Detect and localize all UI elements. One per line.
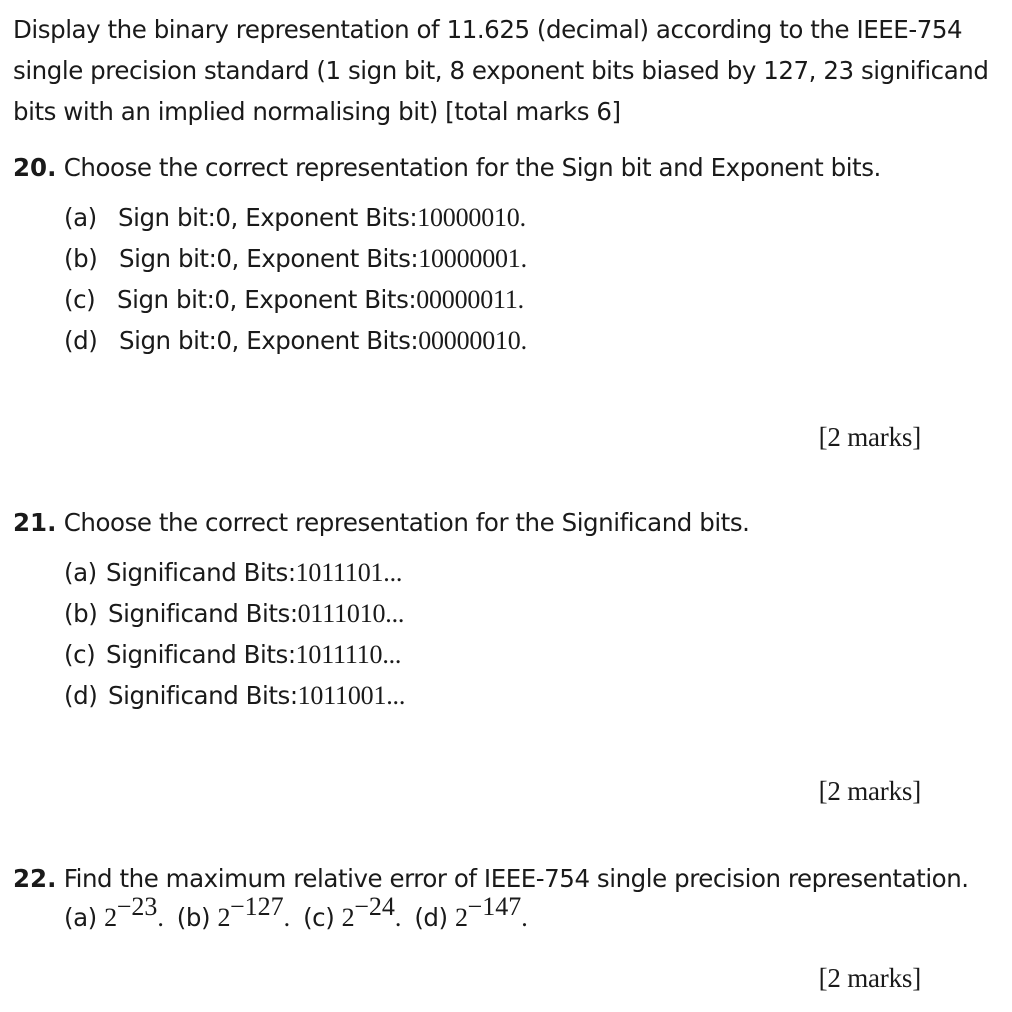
option-exponent: −147 xyxy=(467,892,522,921)
option-bits: 10000010. xyxy=(417,203,526,232)
option-text: Sign bit:0, Exponent Bits: xyxy=(117,285,417,314)
option-d[interactable]: (d) $2^{-147}$. xyxy=(414,892,528,932)
intro-line: Display the binary representation of 11.625 (decimal) according to the IEEE-754 xyxy=(13,15,963,44)
option-bits: 1011110... xyxy=(295,640,402,669)
option-label: (c) xyxy=(303,903,335,932)
marks-label: [2 marks] xyxy=(818,776,921,806)
option-label: (a) xyxy=(64,903,97,932)
option-label: (a) xyxy=(64,558,97,587)
option-c[interactable]: (c) $2^{-24}$. xyxy=(303,892,401,932)
option-label: (b) xyxy=(176,903,211,932)
option-base: 2 xyxy=(454,903,468,932)
question-number: 22. xyxy=(13,864,57,893)
question-intro xyxy=(13,9,989,132)
option-exponent: −23 xyxy=(116,892,158,921)
option-bits: 1011001... xyxy=(297,681,406,710)
option-c[interactable] xyxy=(64,634,405,675)
option-label: (b) xyxy=(64,599,98,628)
question-21-heading xyxy=(13,507,993,539)
option-exponent: −24 xyxy=(354,892,395,921)
option-label: (c) xyxy=(64,285,96,314)
option-text: Significand Bits: xyxy=(108,599,298,628)
option-list xyxy=(64,552,405,716)
option-bits: 00000011. xyxy=(416,285,524,314)
option-b[interactable] xyxy=(64,593,405,634)
marks-label: [2 marks] xyxy=(818,963,921,993)
question-22-heading xyxy=(13,863,993,895)
option-d[interactable] xyxy=(64,320,527,361)
option-label: (c) xyxy=(64,640,96,669)
option-base: 2 xyxy=(104,903,117,932)
option-d[interactable] xyxy=(64,675,405,716)
option-label: (d) xyxy=(64,326,98,355)
option-b[interactable]: (b) $2^{-127}$. xyxy=(176,892,290,932)
inline-option-list xyxy=(64,892,533,933)
option-text: Significand Bits: xyxy=(106,640,296,669)
option-label: (a) xyxy=(64,203,97,232)
option-base: 2 xyxy=(341,903,355,932)
option-bits: 00000010. xyxy=(418,326,527,355)
question-number: 20. xyxy=(13,153,57,182)
question-text: Find the maximum relative error of IEEE-754 single precision representation. xyxy=(63,864,969,893)
option-text: Sign bit:0, Exponent Bits: xyxy=(119,244,419,273)
option-label: (d) xyxy=(414,903,448,932)
option-text: Sign bit:0, Exponent Bits: xyxy=(119,326,419,355)
question-number: 21. xyxy=(13,508,57,537)
intro-line: single precision standard (1 sign bit, 8 exponent bits biased by 127, 23 significand xyxy=(13,56,989,85)
option-b[interactable] xyxy=(64,238,527,279)
option-text: Significand Bits: xyxy=(108,681,298,710)
option-text: Significand Bits: xyxy=(106,558,296,587)
option-bits: 0111010... xyxy=(297,599,405,628)
question-22 xyxy=(13,863,993,1003)
marks-label: [2 marks] xyxy=(818,422,921,452)
option-bits: 1011101... xyxy=(295,558,403,587)
question-20-heading xyxy=(13,152,993,184)
option-c[interactable] xyxy=(64,279,527,320)
option-label: (b) xyxy=(64,244,98,273)
question-text: Choose the correct representation for the Significand bits. xyxy=(63,508,750,537)
option-bits: 10000001. xyxy=(418,244,527,273)
question-21 xyxy=(13,507,993,817)
option-label: (d) xyxy=(64,681,98,710)
option-exponent: −127 xyxy=(230,892,284,921)
option-base: 2 xyxy=(217,903,230,932)
option-a[interactable] xyxy=(64,197,527,238)
question-text: Choose the correct representation for the Sign bit and Exponent bits. xyxy=(63,153,881,182)
option-list xyxy=(64,197,527,361)
question-20 xyxy=(13,152,993,462)
option-text: Sign bit:0, Exponent Bits: xyxy=(118,203,418,232)
intro-line: bits with an implied normalising bit) [total marks 6] xyxy=(13,97,621,126)
option-a[interactable] xyxy=(64,552,405,593)
option-a[interactable]: (a) $2^{-23}$. xyxy=(64,892,164,932)
